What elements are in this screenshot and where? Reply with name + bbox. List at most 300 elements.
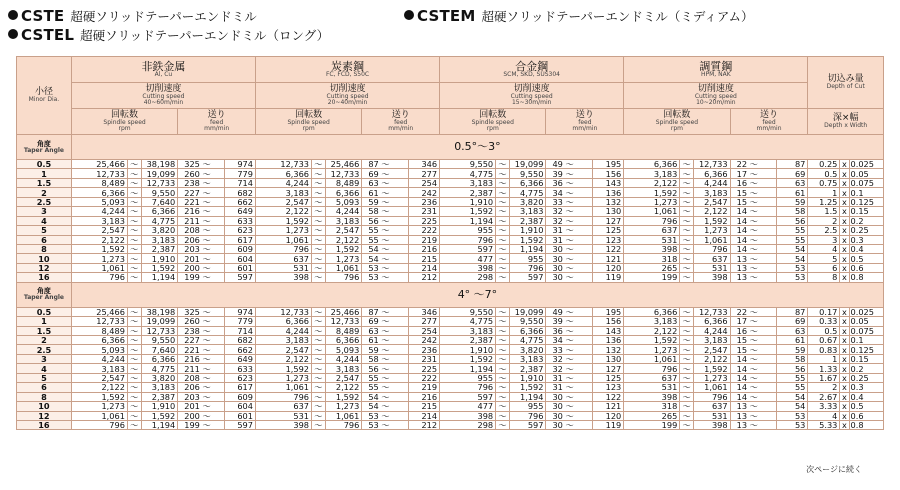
rpm-min: 1,061 [255, 383, 311, 392]
feed-min: 14 ～ [730, 235, 777, 244]
rpm-min: 955 [440, 226, 496, 235]
rpm-max: 637 [694, 402, 731, 411]
feed-max: 87 [777, 160, 808, 169]
feed-max: 63 [777, 326, 808, 335]
width-value: 0.2 [849, 364, 883, 373]
rpm-min: 25,466 [71, 160, 127, 169]
rpm-min: 1,061 [255, 235, 311, 244]
rpm-max: 597 [509, 420, 546, 429]
feed-max: 649 [225, 354, 256, 363]
feed-min: 34 ～ [546, 336, 593, 345]
rpm-max: 3,820 [509, 345, 546, 354]
rpm-min: 2,122 [624, 326, 680, 335]
rpm-max: 398 [694, 273, 731, 282]
rpm-min: 1,061 [624, 207, 680, 216]
feed-max: 121 [593, 402, 624, 411]
bullet-icon [404, 10, 414, 20]
feed-max: 54 [777, 402, 808, 411]
feed-min: 260 ～ [178, 169, 225, 178]
rpm-max: 1,194 [141, 273, 178, 282]
depth-value: 3 [808, 235, 840, 244]
feed-min: 53 ～ [362, 420, 409, 429]
feed-max: 225 [409, 216, 440, 225]
depth-value: 1.25 [808, 197, 840, 206]
rpm-max: 9,550 [509, 317, 546, 326]
feed-min: 31 ～ [546, 373, 593, 382]
feed-min: 16 ～ [730, 326, 777, 335]
rpm-min: 1,592 [624, 188, 680, 197]
cutting-speed-1: 切削速度 Cutting speed 20~40m/min [255, 83, 439, 109]
width-value: 0.5 [849, 254, 883, 263]
feed-max: 974 [225, 160, 256, 169]
minor-dia-cell: 2.5 [17, 345, 72, 354]
rpm-min: 2,547 [255, 197, 311, 206]
rpm-min: 4,775 [440, 317, 496, 326]
feed-max: 346 [409, 307, 440, 316]
feed-min: 30 ～ [546, 420, 593, 429]
feed-min: 55 ～ [362, 226, 409, 235]
rpm-max: 2,547 [694, 345, 731, 354]
rpm-min: 318 [624, 402, 680, 411]
minor-dia-cell: 1 [17, 317, 72, 326]
rpm-min: 6,366 [255, 317, 311, 326]
rpm-min: 6,366 [71, 188, 127, 197]
depth-value: 0.75 [808, 178, 840, 187]
rpm-max: 1,273 [694, 226, 731, 235]
rpm-min: 199 [624, 273, 680, 282]
feed-max: 55 [777, 373, 808, 382]
width-value: 0.4 [849, 392, 883, 401]
feed-max: 714 [225, 178, 256, 187]
minor-dia-cell: 3 [17, 207, 72, 216]
material-tempered-steel: 調質鋼 HPM, NAK [624, 57, 808, 83]
feed-min: 208 ～ [178, 226, 225, 235]
width-value: 0.05 [849, 169, 883, 178]
feed-min: 14 ～ [730, 216, 777, 225]
feed-max: 53 [777, 273, 808, 282]
rpm-min: 796 [255, 244, 311, 253]
depth-value: 1.33 [808, 364, 840, 373]
table-row: 12 1,061 ～ 1,592 200 ～ 601 531 ～ 1,061 53 ～ 214 398 ～ 796 30 ～ 120 265 ～ 531 13 ～ 53 4 x 0.6 [17, 411, 884, 420]
table-row: 16 796 ～ 1,194 199 ～ 597 398 ～ 796 53 ～ 212 298 ～ 597 30 ～ 119 199 ～ 398 13 ～ 53 8 x 0.8 [17, 273, 884, 282]
rpm-min: 1,273 [624, 197, 680, 206]
rpm-min: 265 [624, 263, 680, 272]
taper-angle-header: 角度 Taper Angle [17, 135, 72, 160]
feed-max: 214 [409, 263, 440, 272]
rpm-max: 3,820 [141, 373, 178, 382]
rpm-min: 2,122 [71, 235, 127, 244]
rpm-max: 38,198 [141, 307, 178, 316]
feed-max: 156 [593, 317, 624, 326]
table-row: 16 796 ～ 1,194 199 ～ 597 398 ～ 796 53 ～ 212 298 ～ 597 30 ～ 119 199 ～ 398 13 ～ 53 5.33 x 0.8 [17, 420, 884, 429]
rpm-min: 2,547 [71, 373, 127, 382]
rpm-max: 4,244 [694, 178, 731, 187]
rpm-min: 796 [255, 392, 311, 401]
heading-cstem: CSTEM 超硬ソリッドテーパーエンドミル（ミディアム） [404, 6, 754, 25]
rpm-min: 298 [440, 273, 496, 282]
feed-min: 221 ～ [178, 197, 225, 206]
feed-max: 604 [225, 402, 256, 411]
feed-min: 15 ～ [730, 188, 777, 197]
rpm-min: 2,387 [440, 188, 496, 197]
feed-min: 14 ～ [730, 364, 777, 373]
rpm-max: 7,640 [141, 345, 178, 354]
depth-of-cut-header: 切込み量 Depth of Cut [808, 57, 884, 109]
feed-max: 55 [777, 226, 808, 235]
rpm-min: 6,366 [624, 307, 680, 316]
rpm-min: 1,194 [440, 216, 496, 225]
rpm-max: 25,466 [325, 160, 362, 169]
feed-min: 22 ～ [730, 307, 777, 316]
width-value: 0.2 [849, 216, 883, 225]
rpm-max: 3,183 [325, 364, 362, 373]
feed-min: 22 ～ [730, 160, 777, 169]
rpm-max: 531 [694, 411, 731, 420]
rpm-min: 1,910 [440, 345, 496, 354]
rpm-max: 2,122 [325, 235, 362, 244]
feed-min: 216 ～ [178, 207, 225, 216]
taper-range-row [17, 135, 884, 160]
feed-min: 34 ～ [546, 188, 593, 197]
feed-max: 53 [777, 263, 808, 272]
feed-min: 325 ～ [178, 160, 225, 169]
width-value: 0.6 [849, 411, 883, 420]
rpm-max: 1,061 [694, 383, 731, 392]
feed-min: 201 ～ [178, 402, 225, 411]
rpm-min: 12,733 [255, 160, 311, 169]
feed-min: 31 ～ [546, 383, 593, 392]
feed-min: 206 ～ [178, 383, 225, 392]
minor-dia-cell: 8 [17, 244, 72, 253]
rpm-min: 531 [255, 263, 311, 272]
rpm-max: 1,592 [325, 244, 362, 253]
feed-min: 238 ～ [178, 326, 225, 335]
minor-dia-cell: 10 [17, 402, 72, 411]
rpm-max: 597 [509, 273, 546, 282]
rpm-min: 1,273 [624, 345, 680, 354]
feed-min: 16 ～ [730, 178, 777, 187]
feed-max: 222 [409, 226, 440, 235]
rpm-min: 1,061 [71, 263, 127, 272]
feed-max: 219 [409, 235, 440, 244]
rpm-min: 398 [255, 420, 311, 429]
feed-min: 33 ～ [546, 345, 593, 354]
table-row: 8 1,592 ～ 2,387 203 ～ 609 796 ～ 1,592 54 ～ 216 597 ～ 1,194 30 ～ 122 398 ～ 796 14 ～ 54 2.67 x 0.4 [17, 392, 884, 401]
feed-max: 120 [593, 411, 624, 420]
rpm-max: 4,775 [509, 188, 546, 197]
feed-min: 61 ～ [362, 336, 409, 345]
rpm-max: 6,366 [509, 178, 546, 187]
feed-min: 56 ～ [362, 216, 409, 225]
feed-max: 219 [409, 383, 440, 392]
rpm-max: 1,061 [325, 411, 362, 420]
table-row: 6 2,122 ～ 3,183 206 ～ 617 1,061 ～ 2,122 55 ～ 219 796 ～ 1,592 31 ～ 123 531 ～ 1,061 14 ～ 55 3 x 0.3 [17, 235, 884, 244]
table-row: 2 6,366 ～ 9,550 227 ～ 682 3,183 ～ 6,366 61 ～ 242 2,387 ～ 4,775 34 ～ 136 1,592 ～ 3,183 15 ～ 61 1 x 0.1 [17, 188, 884, 197]
feed-max: 122 [593, 244, 624, 253]
minor-dia-cell: 16 [17, 420, 72, 429]
rpm-min: 3,183 [624, 169, 680, 178]
rpm-min: 5,093 [71, 345, 127, 354]
rpm-max: 12,733 [141, 178, 178, 187]
feed-min: 32 ～ [546, 216, 593, 225]
rpm-max: 1,273 [325, 254, 362, 263]
rpm-min: 6,366 [255, 169, 311, 178]
rpm-min: 398 [624, 244, 680, 253]
rpm-min: 1,273 [255, 373, 311, 382]
feed-min: 30 ～ [546, 273, 593, 282]
rpm-min: 5,093 [71, 197, 127, 206]
feed-max: 779 [225, 317, 256, 326]
feed-max: 125 [593, 226, 624, 235]
feed-max: 123 [593, 235, 624, 244]
depth-value: 0.33 [808, 317, 840, 326]
table-body [17, 135, 884, 430]
taper-range: 4° ～7° [71, 282, 883, 307]
feed-max: 132 [593, 197, 624, 206]
rpm-min: 1,592 [71, 392, 127, 401]
table-row: 0.5 25,466 ～ 38,198 325 ～ 974 12,733 ～ 25,466 87 ～ 346 9,550 ～ 19,099 49 ～ 195 6,366 ～ 12,733 22 ～ 87 0.17 x 0.025 [17, 307, 884, 316]
feed-min: 63 ～ [362, 178, 409, 187]
rpm-max: 2,547 [325, 226, 362, 235]
rpm-max: 1,194 [141, 420, 178, 429]
table-row: 8 1,592 ～ 2,387 203 ～ 609 796 ～ 1,592 54 ～ 216 597 ～ 1,194 30 ～ 122 398 ～ 796 14 ～ 54 4 x 0.4 [17, 244, 884, 253]
minor-dia-cell: 3 [17, 354, 72, 363]
table-row: 1 12,733 ～ 19,099 260 ～ 779 6,366 ～ 12,733 69 ～ 277 4,775 ～ 9,550 39 ～ 156 3,183 ～ 6,366 17 ～ 69 0.33 x 0.05 [17, 317, 884, 326]
feed-min: 31 ～ [546, 226, 593, 235]
depth-value: 1 [808, 188, 840, 197]
width-value: 0.15 [849, 354, 883, 363]
feed-max: 231 [409, 354, 440, 363]
table-row: 1 12,733 ～ 19,099 260 ～ 779 6,366 ～ 12,733 69 ～ 277 4,775 ～ 9,550 39 ～ 156 3,183 ～ 6,366 17 ～ 69 0.5 x 0.05 [17, 169, 884, 178]
minor-dia-cell: 8 [17, 392, 72, 401]
rpm-max: 6,366 [694, 317, 731, 326]
rpm-min: 398 [624, 392, 680, 401]
table-row: 4 3,183 ～ 4,775 211 ～ 633 1,592 ～ 3,183 56 ～ 225 1,194 ～ 2,387 32 ～ 127 796 ～ 1,592 14 ～ 56 1.33 x 0.2 [17, 364, 884, 373]
feed-min: 14 ～ [730, 373, 777, 382]
minor-dia-cell: 2 [17, 336, 72, 345]
feed-max: 136 [593, 336, 624, 345]
rpm-max: 6,366 [141, 207, 178, 216]
feed-min: 13 ～ [730, 263, 777, 272]
feed-min: 63 ～ [362, 326, 409, 335]
feed-max: 130 [593, 354, 624, 363]
feed-min: 15 ～ [730, 345, 777, 354]
width-value: 0.025 [849, 160, 883, 169]
feed-max: 779 [225, 169, 256, 178]
rpm-max: 2,122 [694, 207, 731, 216]
feed-max: 120 [593, 263, 624, 272]
feed-max: 225 [409, 364, 440, 373]
feed-max: 119 [593, 420, 624, 429]
rpm-min: 3,183 [440, 178, 496, 187]
width-value: 0.25 [849, 226, 883, 235]
depth-value: 5.33 [808, 420, 840, 429]
feed-min: 32 ～ [546, 354, 593, 363]
depth-value: 2.67 [808, 392, 840, 401]
rpm-max: 8,489 [325, 326, 362, 335]
rpm-max: 3,183 [509, 207, 546, 216]
rpm-max: 3,820 [141, 226, 178, 235]
feed-max: 214 [409, 411, 440, 420]
feed-max: 132 [593, 345, 624, 354]
rpm-min: 2,122 [255, 207, 311, 216]
feed-min: 49 ～ [546, 160, 593, 169]
feed-max: 215 [409, 402, 440, 411]
feed-max: 236 [409, 197, 440, 206]
feed-max: 195 [593, 307, 624, 316]
cutting-conditions-table: 小径 Minor Dia. 非鉄金属 Al, Cu 炭素鋼 FC, FCD, S50C 合金鋼 SCM, SKD, SUS304 調質鋼 HPM, NAK 切込み量 Depth of Cut 切削速度 Cutting speed 40~60m/min 切削速度 Cutting speed 20~40m/min 切削速度 Cutting speed 15~30m/min 切削速度 Cutting speed 10~20m/min 回転数 Spindle speed rpm 送り feed mm/min 回転数 Spindle speed rpm 送り feed mm/min 回転数 Spindle speed rpm 送り feed mm/min 回転数 Spindle speed rpm 送り feed mm/min 深×幅 Depth x Width 角度 Taper Angle 0.5°～3° 0.5 25,466 ～ 38,198 325 ～ 974 12,733 ～ 25,466 87 ～ 346 9,550 ～ 19,099 49 ～ 195 6,366 ～ 12,733 22 ～ 87 0.25 x 0.025 1 12,733 ～ 19,099 260 ～ 779 6,366 ～ 12,733 69 ～ 277 4,775 ～ 9,550 39 ～ 156 3,183 ～ 6,366 17 ～ 69 0.5 x 0.05 1.5 8,489 ～ 12,733 238 ～ 714 4,244 ～ 8,489 63 ～ 254 3,183 ～ 6,366 36 ～ 143 2,122 ～ 4,244 16 ～ 63 0.75 x 0.075 2 6,366 ～ 9,550 227 ～ 682 3,183 ～ 6,366 61 ～ 242 2,387 ～ 4,775 34 ～ 136 1,592 ～ 3,183 15 ～ 61 1 x 0.1 2.5 5,093 ～ 7,640 221 ～ 662 2,547 ～ 5,093 59 ～ 236 1,910 ～ 3,820 33 ～ 132 1,273 ～ 2,547 15 ～ 59 1.25 x 0.125 3 4,244 ～ 6,366 216 ～ 649 2,122 ～ 4,244 58 ～ 231 1,592 ～ 3,183 32 ～ 130 1,061 ～ 2,122 14 ～ 58 1.5 x 0.15 4 3,183 ～ 4,775 211 ～ 633 1,592 ～ 3,183 56 ～ 225 1,194 ～ 2,387 32 ～ 127 796 ～ 1,592 14 ～ 56 2 x 0.2 5 2,547 ～ 3,820 208 ～ 623 1,273 ～ 2,547 55 ～ 222 955 ～ 1,910 31 ～ 125 637 ～ 1,273 14 ～ 55 2.5 x 0.25 6 2,122 ～ 3,183 206 ～ 617 1,061 ～ 2,122 55 ～ 219 796 ～ 1,592 31 ～ 123 531 ～ 1,061 14 ～ 55 3 x 0.3 8 1,592 ～ 2,387 203 ～ 609 796 ～ 1,592 54 ～ 216 597 ～ 1,194 30 ～ 122 398 ～ 796 14 ～ 54 4 x 0.4 10 1,273 ～ 1,910 201 ～ 604 637 ～ 1,273 54 ～ 215 477 ～ 955 30 ～ 121 318 ～ 637 13 ～ 54 5 x 0.5 12 1,061 ～ 1,592 200 ～ 601 531 ～ 1,061 53 ～ 214 398 ～ 796 30 ～ 120 265 ～ 531 13 ～ 53 6 x 0.6 16 796 ～ 1,194 199 ～ 597 398 ～ 796 53 ～ 212 298 ～ 597 30 ～ 119 199 ～ 398 13 ～ 53 8 x 0.8 角度 Taper Angle 4° ～7° 0.5 25,466 ～ 38,198 325 ～ 974 12,733 ～ 25,466 87 ～ 346 9,550 ～ 19,099 49 ～ 195 6,366 ～ 12,733 22 ～ 87 0.17 x 0.025 1 12,733 ～ 19,099 260 ～ 779 6,366 ～ 12,733 69 ～ 277 4,775 ～ 9,550 39 ～ 156 3,183 ～ 6,366 17 ～ 69 0.33 x 0.05 1.5 8,489 ～ 12,733 238 ～ 714 4,244 ～ 8,489 63 ～ 254 3,183 ～ 6,366 36 ～ 143 2,122 ～ 4,244 16 ～ 63 0.5 x 0.075 2 6,366 ～ 9,550 227 ～ 682 3,183 ～ 6,366 61 ～ 242 2,387 ～ 4,775 34 ～ 136 1,592 ～ 3,183 15 ～ 61 0.67 x 0.1 2.5 5,093 ～ 7,640 221 ～ 662 2,547 ～ 5,093 59 ～ 236 1,910 ～ 3,820 33 ～ 132 1,273 ～ 2,547 15 ～ 59 0.83 x 0.125 3 4,244 ～ 6,366 216 ～ 649 2,122 ～ 4,244 58 ～ 231 1,592 ～ 3,183 32 ～ 130 1,061 ～ 2,122 14 ～ 58 1 x 0.15 4 3,183 ～ 4,775 211 ～ 633 1,592 ～ 3,183 56 ～ 225 1,194 ～ 2,387 32 ～ 127 796 ～ 1,592 14 ～ 56 1.33 x 0.2 5 2,547 ～ 3,820 208 ～ 623 1,273 ～ 2,547 55 ～ 222 955 ～ 1,910 31 ～ 125 637 ～ 1,273 14 ～ 55 1.67 x 0.25 6 2,122 ～ 3,183 206 ～ 617 1,061 ～ 2,122 55 ～ 219 796 ～ 1,592 31 ～ 123 531 ～ 1,061 14 ～ 55 2 x 0.3 8 1,592 ～ 2,387 203 ～ 609 796 ～ 1,592 54 ～ 216 597 ～ 1,194 30 ～ 122 398 ～ 796 14 ～ 54 2.67 x 0.4 10 1,273 ～ 1,910 201 ～ 604 637 ～ 1,273 54 ～ 215 477 ～ 955 30 ～ 121 318 ～ 637 13 ～ 54 3.33 x 0.5 12 1,061 ～ 1,592 200 ～ 601 531 ～ 1,061 53 ～ 214 398 ～ 796 30 ～ 120 265 ～ 531 13 ～ 53 4 x 0.6 16 796 ～ 1,194 199 ～ 597 398 ～ 796 53 ～ 212 298 ～ 597 30 ～ 119 199 ～ 398 13 ～ 53 5.33 x 0.8 [16, 56, 884, 430]
width-value: 0.4 [849, 244, 883, 253]
depth-value: 0.5 [808, 326, 840, 335]
feed-min: 14 ～ [730, 207, 777, 216]
rpm-min: 3,183 [255, 188, 311, 197]
feed-min: 53 ～ [362, 411, 409, 420]
rpm-max: 9,550 [141, 188, 178, 197]
rpm-min: 637 [255, 402, 311, 411]
minor-dia-cell: 2.5 [17, 197, 72, 206]
rpm-max: 6,366 [509, 326, 546, 335]
feed-min: 200 ～ [178, 411, 225, 420]
feed-min: 87 ～ [362, 160, 409, 169]
feed-min: 30 ～ [546, 263, 593, 272]
feed-min: 216 ～ [178, 354, 225, 363]
feed-max: 130 [593, 207, 624, 216]
feed-min: 58 ～ [362, 354, 409, 363]
feed-max: 277 [409, 169, 440, 178]
rpm-max: 9,550 [509, 169, 546, 178]
cutting-speed-0: 切削速度 Cutting speed 40~60m/min [71, 83, 255, 109]
bullet-icon [8, 10, 18, 20]
feed-min: 55 ～ [362, 383, 409, 392]
rpm-min: 25,466 [71, 307, 127, 316]
feed-max: 54 [777, 392, 808, 401]
rpm-min: 298 [440, 420, 496, 429]
feed-max: 254 [409, 326, 440, 335]
feed-max: 714 [225, 326, 256, 335]
rpm-max: 1,910 [509, 226, 546, 235]
minor-dia-cell: 4 [17, 364, 72, 373]
feed-min: 55 ～ [362, 235, 409, 244]
feed-min: 15 ～ [730, 197, 777, 206]
rpm-max: 12,733 [141, 326, 178, 335]
feed-min: 54 ～ [362, 254, 409, 263]
feed-min: 211 ～ [178, 364, 225, 373]
feed-min: 61 ～ [362, 188, 409, 197]
feed-max: 87 [777, 307, 808, 316]
rpm-max: 796 [325, 273, 362, 282]
rpm-min: 2,122 [255, 354, 311, 363]
minor-dia-cell: 16 [17, 273, 72, 282]
rpm-min: 597 [440, 244, 496, 253]
feed-max: 601 [225, 263, 256, 272]
feed-min: 203 ～ [178, 392, 225, 401]
feed-min: 227 ～ [178, 336, 225, 345]
feed-max: 54 [777, 254, 808, 263]
feed-max: 609 [225, 392, 256, 401]
feed-max: 662 [225, 345, 256, 354]
feed-max: 156 [593, 169, 624, 178]
minor-dia-cell: 1 [17, 169, 72, 178]
width-value: 0.3 [849, 383, 883, 392]
feed-max: 623 [225, 226, 256, 235]
feed-min: 87 ～ [362, 307, 409, 316]
rpm-max: 4,244 [694, 326, 731, 335]
feed-max: 633 [225, 216, 256, 225]
rpm-min: 1,273 [71, 254, 127, 263]
feed-min: 211 ～ [178, 216, 225, 225]
taper-range-row [17, 282, 884, 307]
rpm-max: 12,733 [694, 307, 731, 316]
feed-max: 633 [225, 364, 256, 373]
rpm-min: 1,194 [440, 364, 496, 373]
feed-max: 242 [409, 188, 440, 197]
width-value: 0.05 [849, 317, 883, 326]
rpm-min: 1,910 [440, 197, 496, 206]
feed-max: 597 [225, 420, 256, 429]
rpm-max: 3,183 [141, 235, 178, 244]
rpm-min: 4,775 [440, 169, 496, 178]
rpm-max: 2,547 [694, 197, 731, 206]
rpm-min: 1,273 [255, 226, 311, 235]
feed-max: 127 [593, 216, 624, 225]
feed-max: 236 [409, 345, 440, 354]
feed-min: 17 ～ [730, 169, 777, 178]
rpm-min: 4,244 [255, 326, 311, 335]
feed-min: 13 ～ [730, 273, 777, 282]
rpm-max: 4,244 [325, 207, 362, 216]
rpm-max: 4,775 [141, 216, 178, 225]
feed-max: 127 [593, 364, 624, 373]
rpm-max: 637 [694, 254, 731, 263]
width-value: 0.125 [849, 197, 883, 206]
material-carbon-steel: 炭素鋼 FC, FCD, S50C [255, 57, 439, 83]
minor-dia-cell: 1.5 [17, 178, 72, 187]
rpm-min: 531 [624, 235, 680, 244]
rpm-max: 3,183 [694, 188, 731, 197]
feed-max: 55 [777, 383, 808, 392]
taper-range: 0.5°～3° [71, 135, 883, 160]
feed-min: 14 ～ [730, 226, 777, 235]
rpm-min: 8,489 [71, 326, 127, 335]
feed-min: 32 ～ [546, 207, 593, 216]
cutting-speed-3: 切削速度 Cutting speed 10~20m/min [624, 83, 808, 109]
rpm-max: 1,592 [141, 411, 178, 420]
rpm-min: 9,550 [440, 160, 496, 169]
feed-max: 195 [593, 160, 624, 169]
feed-max: 58 [777, 354, 808, 363]
rpm-min: 1,061 [71, 411, 127, 420]
rpm-min: 531 [255, 411, 311, 420]
rpm-min: 3,183 [71, 216, 127, 225]
feed-min: 260 ～ [178, 317, 225, 326]
feed-max: 59 [777, 345, 808, 354]
rpm-max: 1,061 [694, 235, 731, 244]
feed-min: 59 ～ [362, 197, 409, 206]
width-value: 0.3 [849, 235, 883, 244]
rpm-min: 9,550 [440, 307, 496, 316]
rpm-max: 5,093 [325, 197, 362, 206]
rpm-min: 597 [440, 392, 496, 401]
rpm-min: 12,733 [71, 317, 127, 326]
table-row: 1.5 8,489 ～ 12,733 238 ～ 714 4,244 ～ 8,489 63 ～ 254 3,183 ～ 6,366 36 ～ 143 2,122 ～ 4,244 16 ～ 63 0.75 x 0.075 [17, 178, 884, 187]
table-row: 3 4,244 ～ 6,366 216 ～ 649 2,122 ～ 4,244 58 ～ 231 1,592 ～ 3,183 32 ～ 130 1,061 ～ 2,122 14 ～ 58 1.5 x 0.15 [17, 207, 884, 216]
feed-max: 123 [593, 383, 624, 392]
rpm-min: 796 [440, 235, 496, 244]
rpm-max: 1,592 [694, 216, 731, 225]
rpm-min: 1,592 [255, 364, 311, 373]
heading-cste: CSTE 超硬ソリッドテーパーエンドミル [8, 6, 257, 25]
feed-min: 30 ～ [546, 411, 593, 420]
